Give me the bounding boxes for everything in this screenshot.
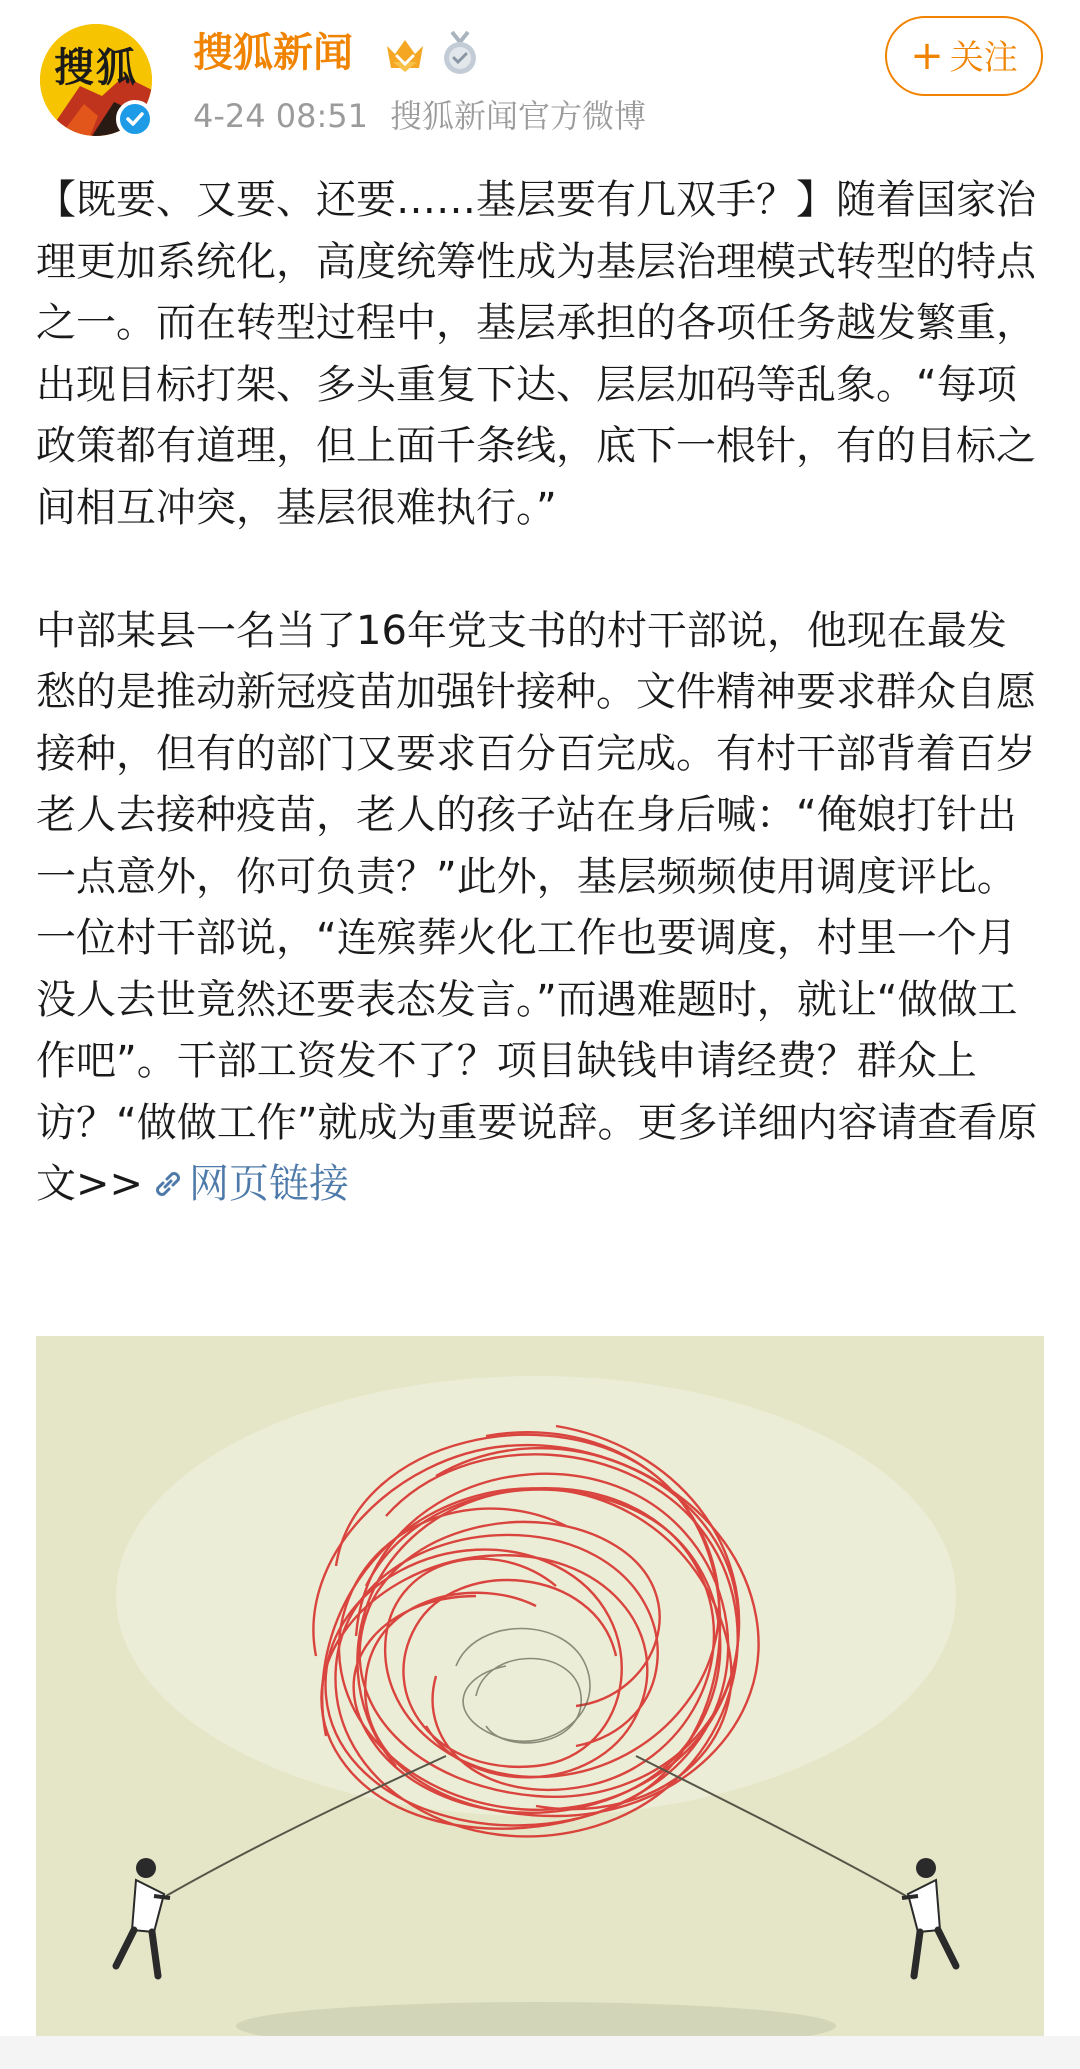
avatar-text: 搜狐 xyxy=(54,45,138,91)
follow-button[interactable] xyxy=(885,16,1043,96)
verified-icon xyxy=(116,100,154,138)
post-image[interactable] xyxy=(36,1336,1044,2036)
post-source[interactable]: 搜狐新闻官方微博 xyxy=(390,97,647,135)
web-link-label: 网页链接 xyxy=(189,1161,350,1207)
post-paragraph-1: 【既要、又要、还要……基层要有几双手？】随着国家治理更加系统化，高度统筹性成为基层治理模式转型的特点之一。而在转型过程中，基层承担的各项任务越发繁重，出现目标打架、多头重复下达、层层加码等乱象。“每项政策都有道理，但上面千条线，底下一根针，有的目标之间相互冲突，基层很难执行。” xyxy=(36,177,1036,531)
web-link[interactable] xyxy=(143,1161,349,1207)
link-icon xyxy=(151,1167,185,1201)
post-paragraph-2-text: 中部某县一名当了16年党支书的村干部说，他现在最发愁的是推动新冠疫苗加强针接种。文件精神要求群众自愿接种，但有的部门又要求百分百完成。有村干部背着百岁老人去接种疫苗，老人的孩子站在身后喊：“俺娘打针出一点意外，你可负责？”此外，基层频频使用调度评比。一位村干部说，“连殡葬火化工作也要调度，村里一个月没人去世竟然还要表态发言。”而遇难题时，就让“做做工作吧”。干部工资发不了？项目缺钱申请经费？群众上访？“做做工作”就成为重要说辞。更多详细内容请查看原文>> xyxy=(36,607,1038,1207)
post-timestamp: 4-24 08:51 xyxy=(193,97,369,135)
vip-badge-icon[interactable] xyxy=(383,32,427,76)
paragraph-gap xyxy=(36,539,1046,601)
user-name[interactable]: 搜狐新闻 xyxy=(193,30,353,76)
bottom-toolbar-strip xyxy=(0,2036,1080,2069)
tangled-thread-illustration xyxy=(36,1336,1044,2036)
post-body xyxy=(36,170,1046,1216)
post-paragraph-2 xyxy=(36,601,1046,1216)
follow-label: 关注 xyxy=(949,38,1018,78)
medal-badge-icon[interactable] xyxy=(440,30,480,76)
plus-icon: + xyxy=(910,33,944,79)
post-meta xyxy=(193,94,646,138)
